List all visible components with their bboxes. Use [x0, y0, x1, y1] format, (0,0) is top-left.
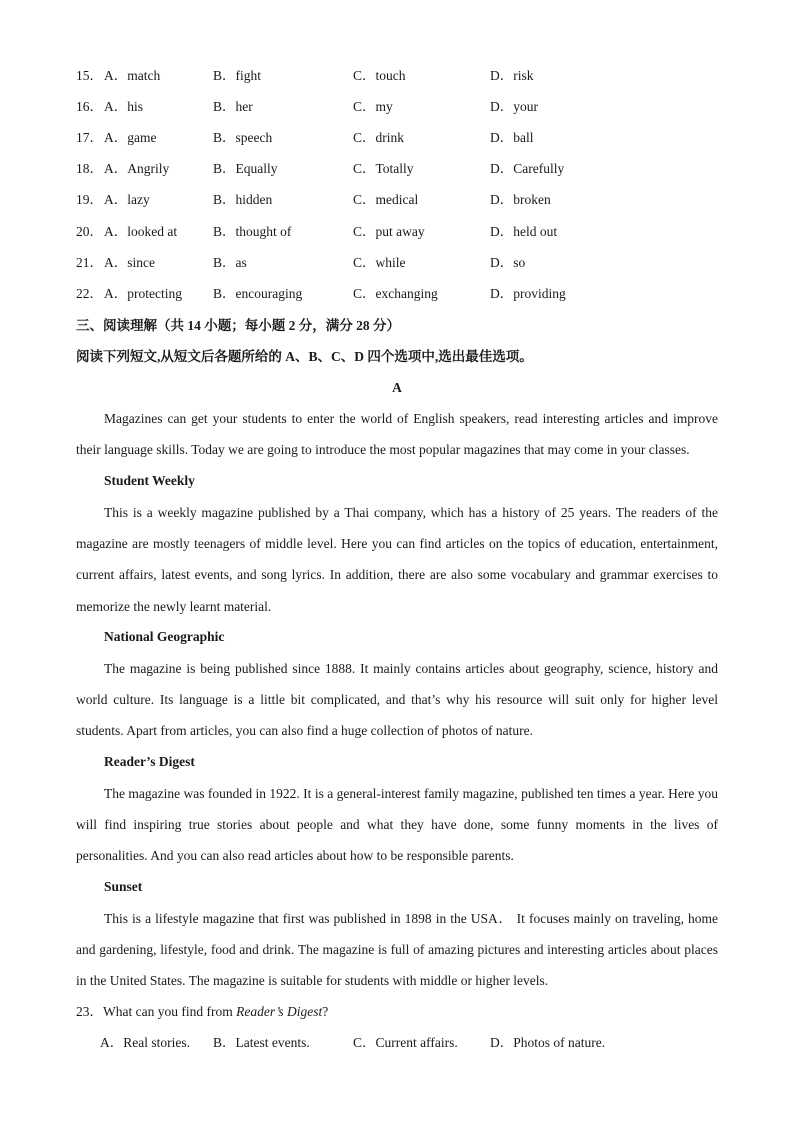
- option-a: A．looked at: [104, 224, 178, 239]
- option-b: B．encouraging: [213, 286, 303, 301]
- option-a: A．lazy: [104, 192, 150, 207]
- option-b: B．fight: [213, 68, 262, 83]
- option-c: C．touch: [353, 68, 406, 83]
- question-number: 19．: [76, 192, 103, 207]
- section-instruction: 阅读下列短文,从短文后各题所给的 A、B、C、D 四个选项中,选出最佳选项。: [76, 349, 533, 364]
- question-number: 22．: [76, 286, 103, 301]
- magazine-title: Reader’s Digest: [104, 754, 195, 769]
- magazine-description: This is a lifestyle magazine that first was published in 1898 in the USA． It focuses mainly on traveling, home and gardening, lifestyle, food and drink. The magazine is full of amazing pictures and interesting articles about places in the United States. The magazine is suitable for students with middle or higher levels.: [76, 911, 718, 989]
- question-italic-title: Reader’s Digest: [236, 1004, 323, 1019]
- option-d: D．your: [490, 99, 538, 114]
- question-number: 20．: [76, 224, 103, 239]
- option-b: B．her: [213, 99, 253, 114]
- section-heading: 三、阅读理解（共 14 小题；每小题 2 分，满分 28 分）: [76, 318, 400, 333]
- option-d: D．Photos of nature.: [490, 1035, 606, 1050]
- option-c: C．Current affairs.: [353, 1035, 458, 1050]
- option-c: C．exchanging: [353, 286, 438, 301]
- question-text: 23．What can you find from: [76, 1004, 237, 1019]
- option-d: D．so: [490, 255, 526, 270]
- question-number: 18．: [76, 161, 103, 176]
- passage-letter: A: [392, 380, 402, 395]
- magazine-title: Sunset: [104, 879, 143, 894]
- option-b: B．hidden: [213, 192, 273, 207]
- option-d: D．ball: [490, 130, 534, 145]
- option-a: A．protecting: [104, 286, 182, 301]
- question-number: 15．: [76, 68, 103, 83]
- option-a: A．his: [104, 99, 144, 114]
- magazine-description: This is a weekly magazine published by a Thai company, which has a history of 25 years. The readers of the magazine are mostly teenagers of middle level. Here you can find articles on the topics of education, entertainment, current affairs, latest events, and song lyrics. In addition, there are also some vocabulary and grammar exercises to memorize the newly learnt material.: [76, 505, 718, 614]
- magazine-title: Student Weekly: [104, 473, 195, 488]
- option-c: C．medical: [353, 192, 419, 207]
- question-number: 17．: [76, 130, 103, 145]
- option-b: B．Equally: [213, 161, 278, 176]
- magazine-title: National Geographic: [104, 629, 225, 644]
- option-d: D．Carefully: [490, 161, 565, 176]
- option-a: A．Angrily: [104, 161, 170, 176]
- magazine-description: The magazine is being published since 1888. It mainly contains articles about geography, science, history and world culture. Its language is a little bit complicated, and that’s why his resource will suit only for higher level students. Apart from articles, you can also find a huge collection of photos of nature.: [76, 661, 718, 739]
- option-d: D．providing: [490, 286, 566, 301]
- option-a: A．since: [104, 255, 155, 270]
- question-23: [76, 1002, 328, 1022]
- question-number: 21．: [76, 255, 103, 270]
- question-number: 16．: [76, 99, 103, 114]
- option-b: B．as: [213, 255, 247, 270]
- magazine-description: The magazine was founded in 1922. It is a general-interest family magazine, published ten times a year. Here you will find inspiring true stories about people and what they have done, some funny moments in the lives of personalities. And you can also read articles about how to be responsible parents.: [76, 786, 718, 864]
- option-d: D．held out: [490, 224, 558, 239]
- passage-intro: Magazines can get your students to enter the world of English speakers, read interesting articles and improve their language skills. Today we are going to introduce the most popular magazines that may come in your classes.: [76, 411, 718, 458]
- option-c: C．my: [353, 99, 393, 114]
- question-mark: ?: [322, 1004, 329, 1019]
- option-a: A．Real stories.: [100, 1035, 190, 1050]
- option-b: B．speech: [213, 130, 273, 145]
- option-d: D．broken: [490, 192, 551, 207]
- option-b: B．thought of: [213, 224, 292, 239]
- option-c: C．Totally: [353, 161, 414, 176]
- option-b: B．Latest events.: [213, 1035, 310, 1050]
- option-a: A．match: [104, 68, 161, 83]
- option-c: C．put away: [353, 224, 425, 239]
- option-d: D．risk: [490, 68, 534, 83]
- option-a: A．game: [104, 130, 157, 145]
- option-c: C．while: [353, 255, 406, 270]
- option-c: C．drink: [353, 130, 405, 145]
